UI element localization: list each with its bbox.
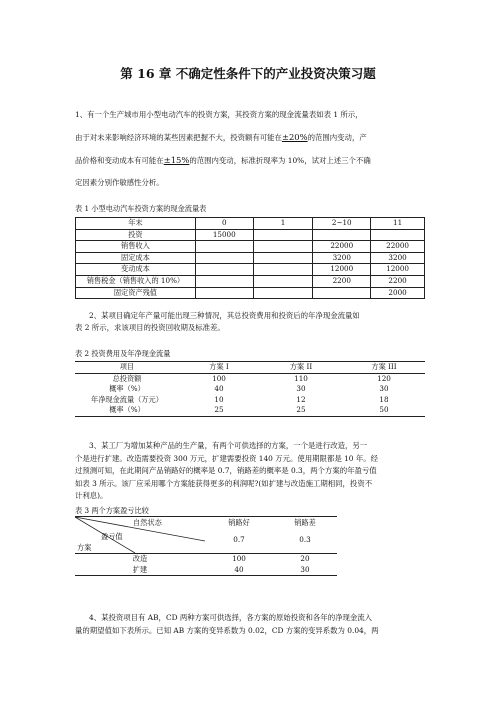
table-1-row-label: 年末 [76, 218, 196, 230]
table-2-header-row [75, 362, 425, 374]
table-row [76, 287, 425, 299]
table-row [76, 275, 425, 287]
table-1-cell: 2200 [371, 275, 425, 287]
table-1-cell [195, 252, 253, 264]
table-3-row-label: 改造 [132, 554, 148, 563]
table-row [76, 252, 425, 264]
table-3-corner-cell [75, 517, 205, 554]
table-1-cell [195, 241, 253, 253]
table-1-cell [253, 264, 313, 276]
table-3-spacer [75, 576, 205, 589]
table-1-cell: 12000 [313, 264, 371, 276]
table-3-cell: 100 [232, 554, 246, 563]
q1-line: 1、有一个生产城市用小型电动汽车的投资方案，其投资方案的现金流量表如表 1 所示， [75, 110, 363, 119]
table-2-cell: 方案 II [259, 362, 343, 374]
table-2-cell: 50 [343, 405, 425, 416]
table-2-cell: 10 [214, 394, 224, 404]
question-4: 4、某投资项目有 AB，CD 两种方案可供选择，各方案的原始投资和各年的净现金流入 量的期望值如下表所示。已知 AB 方案的变异系数为 0.02，CD 方案的变异系数为 0.04，两 [75, 613, 379, 635]
q1-line: 定因素分别作敏感性分析。 [75, 178, 164, 187]
table-2-row-label: 总投资额 [112, 373, 142, 383]
table-2-cell: 110 [294, 373, 308, 383]
table-1-row-label: 销售税金（销售收入的 10%） [76, 275, 196, 287]
table-1-row-label: 固定资产残值 [76, 287, 196, 299]
table-1-header-row [76, 218, 425, 230]
table-2-row-label: 年净现金流量（万元） [91, 394, 163, 404]
table-1-cell [253, 241, 313, 253]
table-1-cell: 2000 [371, 287, 425, 299]
table-3-header-cell: 销路好 0.7 [205, 517, 273, 554]
table-2-cell: 方案 I [179, 362, 259, 374]
table-1-cell: 3200 [313, 252, 371, 264]
table-1-cell: 11 [371, 218, 425, 230]
table-1-cell [371, 229, 425, 241]
table-2 [75, 361, 425, 417]
table-1-cell: 22000 [313, 241, 371, 253]
table-2-cell: 方案 III [343, 362, 425, 374]
table-1-row-label: 固定成本 [76, 252, 196, 264]
question-3: 3、某工厂为增加某种产品的生产量，有两个可供选择的方案，一个是进行改造，另一 个是进行扩建。改造需要投资 300 万元，扩建需要投资 140 万元。使用期限都是 10 年。经 过预测可知，在此期间产品销路好的概率是 0.7，销路差的概率是 0.3，两个方案的年盈亏值 如表 3 所示。该厂应采用哪个方案能获得更多的利润呢?(如扩建与改造施工期相同，投资不 计利息)。 [75, 441, 378, 500]
table-row [75, 405, 425, 416]
table-1-cell: 12000 [371, 264, 425, 276]
table-1-caption: 表 1 小型电动汽车投资方案的现金流量表 [75, 204, 207, 213]
table-1-cell [253, 287, 313, 299]
table-row [75, 384, 425, 395]
table-row [75, 395, 425, 406]
corner-state-label: 自然状态 [133, 518, 162, 527]
table-1-cell: 15000 [195, 229, 253, 241]
table-2-cell: 40 [214, 384, 224, 394]
q1-line: 品价格和变动成本有可能在±15%的范围内变动，标准折现率为 10%，试对上述三个不确 [75, 155, 371, 165]
table-1-cell [195, 275, 253, 287]
table-1 [75, 217, 425, 299]
table-2-cell: 18 [379, 394, 389, 404]
table-3-cell: 20 [300, 554, 310, 563]
table-1-cell [253, 275, 313, 287]
table-2-row-label: 项目 [75, 362, 179, 374]
table-1-cell: 1 [253, 218, 313, 230]
range-value: ±20% [281, 132, 308, 142]
table-1-cell [195, 287, 253, 299]
table-2-cell: 25 [179, 405, 259, 416]
table-row [76, 264, 425, 276]
range-value: ±15% [163, 155, 190, 165]
table-1-cell [253, 229, 313, 241]
table-1-cell [313, 229, 371, 241]
table-2-row-label: 概率（%） [109, 384, 145, 394]
table-1-cell [313, 287, 371, 299]
table-1-cell [195, 264, 253, 276]
table-2-cell: 30 [379, 384, 389, 394]
table-3 [75, 516, 337, 588]
table-3-cell: 40 [205, 565, 273, 576]
table-2-cell: 25 [259, 405, 343, 416]
question-2: 2、某项目确定年产量可能出现三种情况，其总投资费用和投资后的年净现金流量如 表 2 所示，求该项目的投资回收期及标准差。 [75, 311, 360, 332]
table-1-cell: 22000 [371, 241, 425, 253]
table-1-cell: 0 [195, 218, 253, 230]
table-2-caption: 表 2 投资费用及年净现金流量 [75, 349, 171, 358]
chapter-title: 第 16 章 不确定性条件下的产业投资决策习题 [120, 66, 376, 81]
table-1-cell: 2~10 [313, 218, 371, 230]
table-3-caption: 表 3 两个方案盈亏比较 [75, 506, 149, 515]
table-1-row-label: 销售收入 [76, 241, 196, 253]
table-1-cell: 2200 [313, 275, 371, 287]
table-row [76, 229, 425, 241]
table-1-cell [253, 252, 313, 264]
table-2-cell: 12 [296, 394, 306, 404]
table-2-row-label: 概率（%） [75, 405, 179, 416]
table-2-cell: 120 [377, 373, 391, 383]
corner-plan-label: 方案 [77, 543, 92, 552]
table-1-cell: 3200 [371, 252, 425, 264]
table-3-cell: 30 [273, 565, 337, 576]
table-row [75, 373, 425, 384]
table-1-row-label: 投资 [76, 229, 196, 241]
table-2-cell: 30 [296, 384, 306, 394]
table-3-header-cell: 销路差 0.3 [273, 517, 337, 554]
table-2-cell: 100 [212, 373, 226, 383]
q1-line: 由于对未来影响经济环境的某些因素把握不大，投资额有可能在±20%的范围内变动，产 [75, 132, 367, 142]
table-row [76, 241, 425, 253]
corner-value-label: 盈亏值 [101, 532, 123, 541]
table-1-row-label: 变动成本 [76, 264, 196, 276]
table-3-row-label: 扩建 [75, 565, 205, 576]
question-1 [75, 104, 425, 194]
